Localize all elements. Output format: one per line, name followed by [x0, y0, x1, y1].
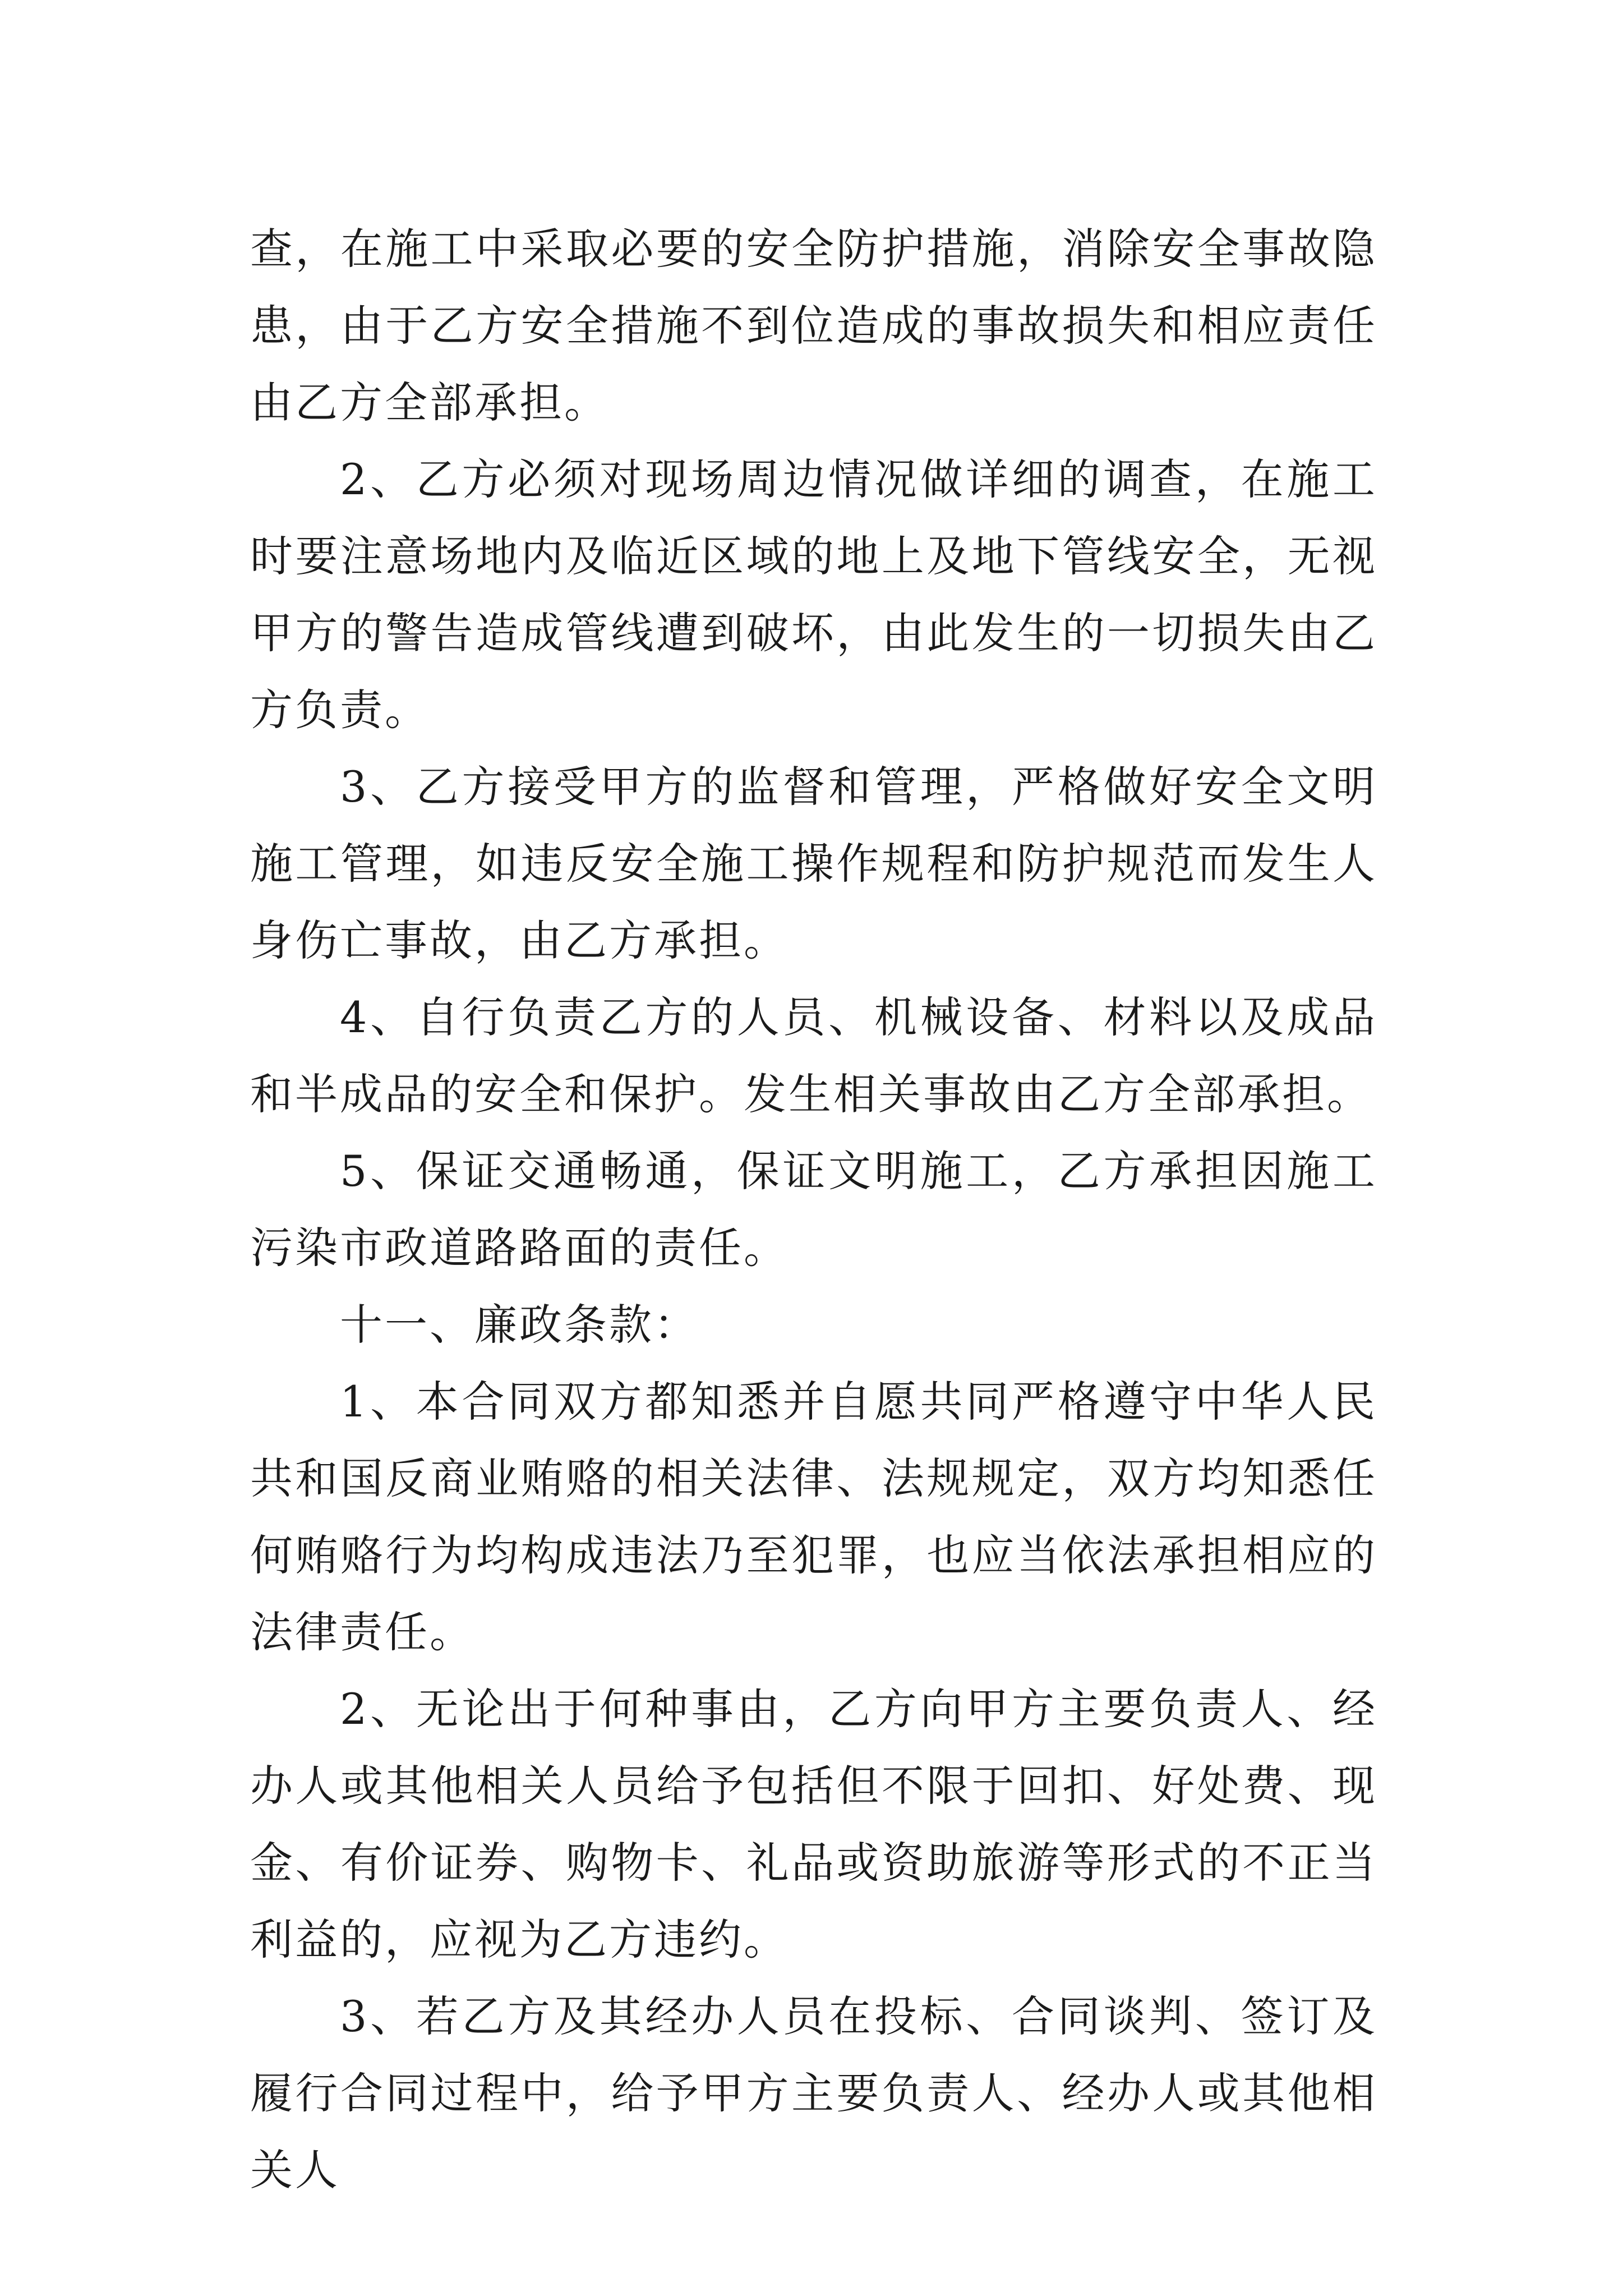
- paragraph-integrity-1: 1、本合同双方都知悉并自愿共同严格遵守中华人民共和国反商业贿赂的相关法律、法规规定，双方均知悉任何贿赂行为均构成违法乃至犯罪，也应当依法承担相应的法律责任。: [250, 1377, 1377, 1657]
- paragraph-integrity-3: 3、若乙方及其经办人员在投标、合同谈判、签订及履行合同过程中，给予甲方主要负责人、经办人或其他相关人: [250, 1991, 1377, 2195]
- paragraph-safety-3: 3、乙方接受甲方的监督和管理，严格做好安全文明施工管理，如违反安全施工操作规程和防护规范而发生人身伤亡事故，由乙方承担。: [250, 762, 1377, 965]
- paragraph-integrity-2: 2、无论出于何种事由，乙方向甲方主要负责人、经办人或其他相关人员给予包括但不限于回扣、好处费、现金、有价证券、购物卡、礼品或资助旅游等形式的不正当利益的，应视为乙方违约。: [250, 1684, 1377, 1964]
- contract-body: [250, 210, 1377, 2208]
- paragraph-safety-continued: 查，在施工中采取必要的安全防护措施，消除安全事故隐患，由于乙方安全措施不到位造成的事故损失和相应责任由乙方全部承担。: [250, 224, 1377, 427]
- paragraph-safety-5: 5、保证交通畅通，保证文明施工，乙方承担因施工污染市政道路路面的责任。: [250, 1146, 1377, 1273]
- paragraph-safety-2: 2、乙方必须对现场周边情况做详细的调查，在施工时要注意场地内及临近区域的地上及地下管线安全，无视甲方的警告造成管线遭到破坏，由此发生的一切损失由乙方负责。: [250, 454, 1377, 735]
- section-heading-integrity: 十一、廉政条款：: [340, 1300, 699, 1350]
- paragraph-safety-4: 4、自行负责乙方的人员、机械设备、材料以及成品和半成品的安全和保护。发生相关事故由乙方全部承担。: [250, 992, 1377, 1119]
